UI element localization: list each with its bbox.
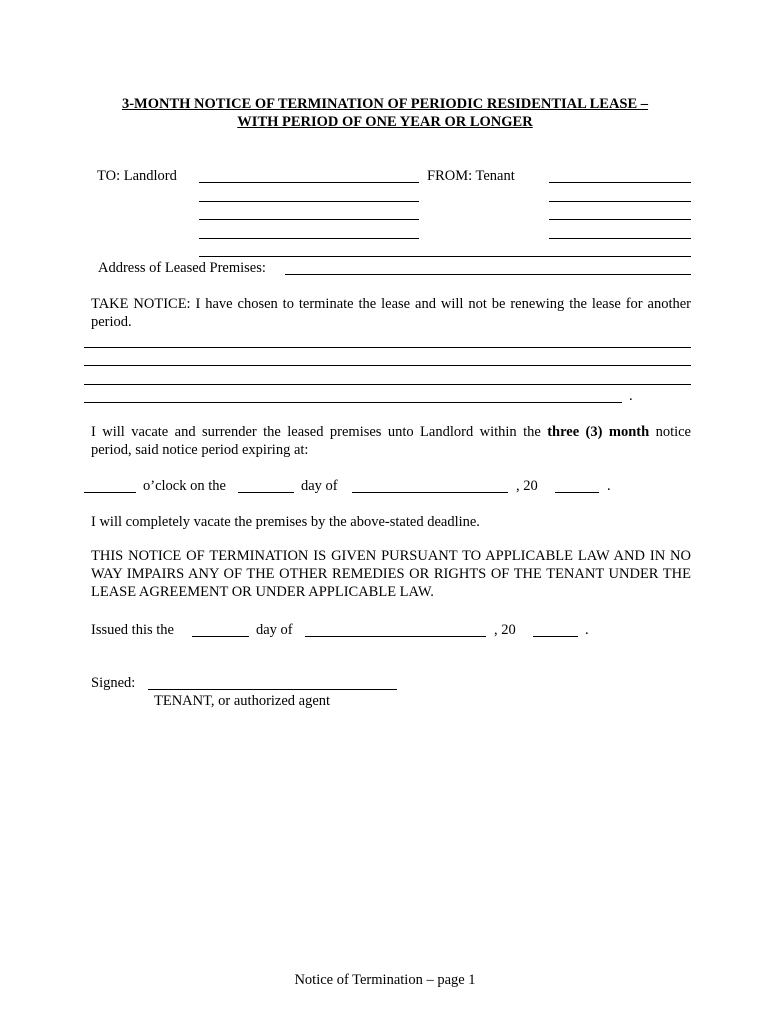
issued-day-of-label: day of	[256, 622, 293, 638]
address-separator-line	[199, 256, 691, 257]
to-landlord-label: TO: Landlord	[97, 168, 177, 184]
vacate-text-part-2: notice period, said notice period expiring at:	[91, 424, 691, 458]
reason-end-period: .	[629, 388, 633, 404]
leased-premises-address-line[interactable]	[285, 274, 691, 275]
reason-line-1[interactable]	[84, 347, 691, 348]
tenant-address-line-2[interactable]	[549, 219, 691, 220]
expiration-day-line[interactable]	[238, 492, 294, 493]
tenant-name-line[interactable]	[549, 182, 691, 183]
tenant-address-line-3[interactable]	[549, 238, 691, 239]
oclock-label: o’clock on the	[143, 478, 226, 494]
issued-day-line[interactable]	[192, 636, 249, 637]
expiration-day-of-label: day of	[301, 478, 338, 494]
reason-line-2[interactable]	[84, 365, 691, 366]
landlord-address-line-3[interactable]	[199, 238, 419, 239]
document-title-line-1: 3-MONTH NOTICE OF TERMINATION OF PERIODIC RESIDENTIAL LEASE –	[121, 96, 649, 112]
complete-vacate-statement: I will completely vacate the premises by the above-stated deadline.	[91, 514, 480, 530]
reason-line-3[interactable]	[84, 384, 691, 385]
reason-line-4[interactable]	[84, 402, 622, 403]
signer-caption: TENANT, or authorized agent	[154, 693, 331, 709]
vacate-notice-period-bold: three (3) month	[547, 424, 650, 440]
issued-end-period: .	[585, 622, 589, 638]
signed-label: Signed:	[91, 675, 136, 691]
signature-line[interactable]	[148, 689, 397, 690]
address-label: Address of Leased Premises:	[98, 260, 266, 276]
expiration-month-line[interactable]	[352, 492, 508, 493]
legal-notice-paragraph: THIS NOTICE OF TERMINATION IS GIVEN PURSUANT TO APPLICABLE LAW AND IN NO WAY IMPAIRS ANY OF THE OTHER REMEDIES OR RIGHTS OF THE TENANT UNDER THE LEASE AGREEMENT OR UNDER APPLICABLE LAW.	[91, 548, 691, 600]
vacate-text-part-1: I will vacate and surrender the leased premises unto Landlord within the	[91, 424, 548, 440]
expiration-hour-line[interactable]	[84, 492, 136, 493]
issued-year-line[interactable]	[533, 636, 578, 637]
issued-year-prefix: , 20	[494, 622, 516, 638]
issued-month-line[interactable]	[305, 636, 486, 637]
landlord-address-line-2[interactable]	[199, 219, 419, 220]
take-notice-paragraph: TAKE NOTICE: I have chosen to terminate the lease and will not be renewing the lease for another period.	[91, 296, 691, 330]
vacate-paragraph	[91, 423, 691, 459]
tenant-address-line-1[interactable]	[549, 201, 691, 202]
expiration-end-period: .	[607, 478, 611, 494]
landlord-address-line-1[interactable]	[199, 201, 419, 202]
landlord-name-line[interactable]	[199, 182, 419, 183]
issued-label: Issued this the	[91, 622, 174, 638]
from-tenant-label: FROM: Tenant	[427, 168, 515, 184]
expiration-year-line[interactable]	[555, 492, 599, 493]
document-title-line-2: WITH PERIOD OF ONE YEAR OR LONGER	[237, 114, 533, 130]
expiration-year-prefix: , 20	[516, 478, 538, 494]
page-footer: Notice of Termination – page 1	[294, 972, 476, 988]
